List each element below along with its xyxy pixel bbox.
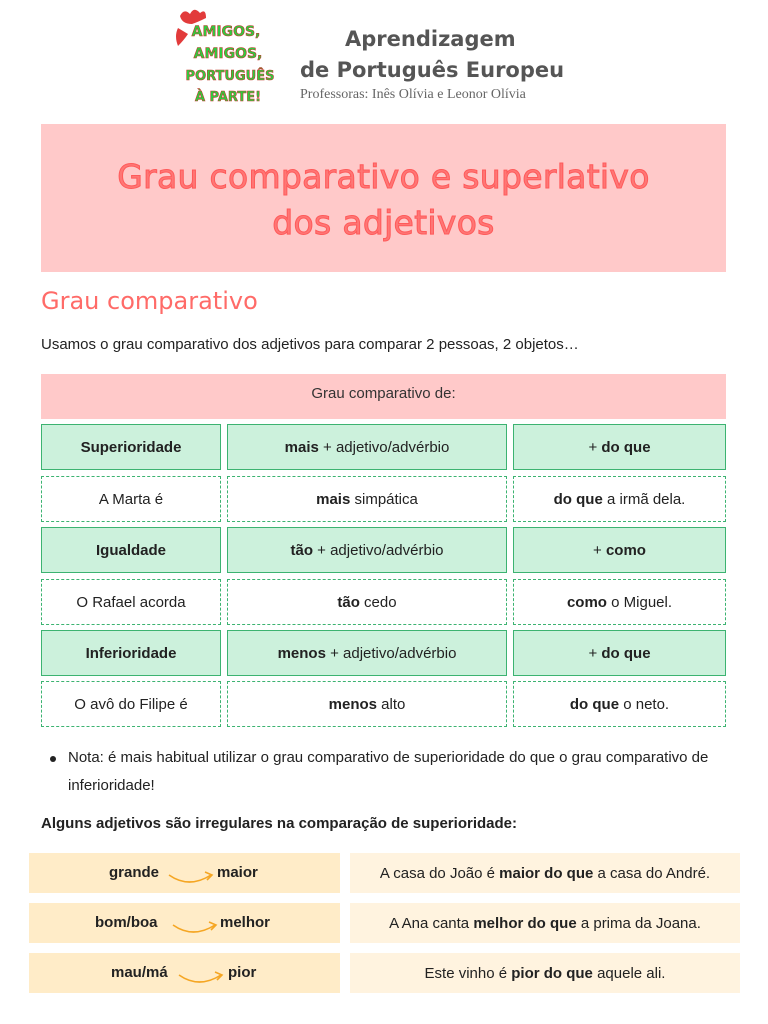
page-title — [41, 154, 726, 246]
comparative-form: melhor — [220, 914, 271, 931]
note — [50, 744, 710, 800]
positive-form: mau/má — [111, 964, 168, 981]
degree-label: Igualdade — [41, 527, 221, 573]
irregular-title: Alguns adjetivos são irregulares na comparação de superioridade: — [41, 815, 517, 832]
curved-arrow-icon — [177, 967, 227, 987]
example-subject: O Rafael acorda — [41, 579, 221, 625]
example-complement: do que a irmã dela. — [513, 476, 726, 522]
example-subject: O avô do Filipe é — [41, 681, 221, 727]
example-subject: A Marta é — [41, 476, 221, 522]
formula-cell: tão + adjetivo/advérbio — [227, 527, 507, 573]
formula-cell: menos + adjetivo/advérbio — [227, 630, 507, 676]
example-complement: do que o neto. — [513, 681, 726, 727]
svg-text:AMIGOS,: AMIGOS, — [193, 46, 263, 62]
formula-cell: mais + adjetivo/advérbio — [227, 424, 507, 470]
irregular-example: A Ana canta melhor do que a prima da Joana. — [350, 903, 740, 943]
comparative-form: maior — [217, 864, 258, 881]
comparative-form: pior — [228, 964, 257, 981]
bullet-icon — [50, 756, 56, 762]
title-banner — [41, 124, 726, 272]
page-title-line-1: Grau comparativo e superlativo — [117, 157, 650, 196]
degree-label: Superioridade — [41, 424, 221, 470]
title-line-1: Aprendizagem — [345, 27, 516, 51]
section-title: Grau comparativo — [41, 287, 258, 315]
example-complement: como o Miguel. — [513, 579, 726, 625]
svg-text:PORTUGUÊS: PORTUGUÊS — [185, 69, 275, 84]
irregular-pair — [29, 853, 340, 893]
page-title-line-2: dos adjetivos — [272, 203, 495, 242]
curved-arrow-icon — [167, 867, 217, 887]
table-header: Grau comparativo de: — [41, 374, 726, 419]
svg-text:AMIGOS,: AMIGOS, — [191, 24, 261, 40]
rooster-logo-icon — [170, 6, 282, 106]
degree-label: Inferioridade — [41, 630, 221, 676]
note-text: Nota: é mais habitual utilizar o grau comparativo de superioridade do que o grau comparativo de inferioridade! — [68, 749, 709, 794]
connector-cell: + do que — [513, 630, 726, 676]
curved-arrow-icon — [171, 917, 221, 937]
connector-cell: + do que — [513, 424, 726, 470]
irregular-example: A casa do João é maior do que a casa do André. — [350, 853, 740, 893]
example-adjective: mais simpática — [227, 476, 507, 522]
connector-cell: + como — [513, 527, 726, 573]
positive-form: bom/boa — [95, 914, 158, 931]
teachers-subtitle: Professoras: Inês Olívia e Leonor Olívia — [300, 87, 526, 102]
irregular-pair — [29, 953, 340, 993]
app-title — [300, 24, 600, 86]
logo — [170, 6, 282, 106]
irregular-example: Este vinho é pior do que aquele ali. — [350, 953, 740, 993]
intro-text: Usamos o grau comparativo dos adjetivos para comparar 2 pessoas, 2 objetos… — [41, 336, 579, 353]
irregular-pair — [29, 903, 340, 943]
positive-form: grande — [109, 864, 160, 881]
title-line-2: de Português Europeu — [300, 58, 565, 82]
example-adjective: tão cedo — [227, 579, 507, 625]
svg-text:À PARTE!: À PARTE! — [194, 90, 262, 105]
example-adjective: menos alto — [227, 681, 507, 727]
